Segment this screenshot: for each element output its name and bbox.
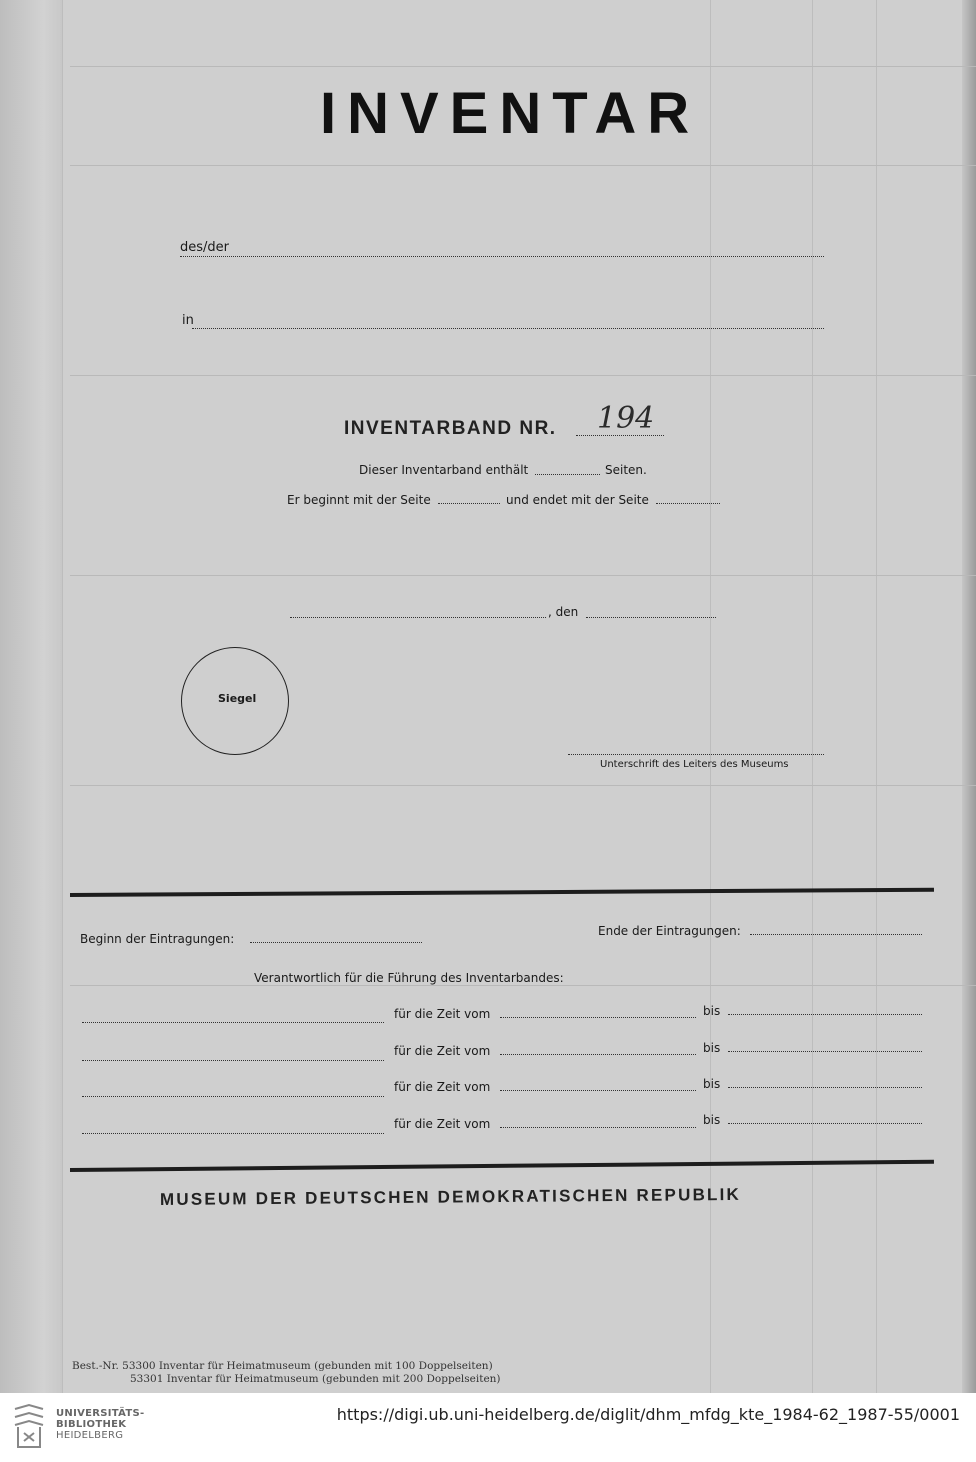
ghost-row-line	[70, 66, 976, 67]
ghost-row-line	[70, 785, 976, 786]
responsible-name-field	[82, 1060, 384, 1061]
ghost-row-line	[70, 165, 976, 166]
end-entries-field	[750, 934, 922, 935]
viewer-footer-bar	[0, 1393, 976, 1462]
in-field	[192, 328, 824, 329]
responsible-name-field	[82, 1022, 384, 1023]
period-to-field	[728, 1051, 922, 1052]
ghost-row-line	[70, 575, 976, 576]
end-entries-label: Ende der Eintragungen:	[598, 924, 741, 938]
permalink-url[interactable]: https://digi.ub.uni-heidelberg.de/diglit/dhm_mfdg_kte_1984-62_1987-55/0001	[336, 1405, 960, 1424]
period-from-field	[500, 1090, 696, 1091]
begin-entries-field	[250, 942, 422, 943]
begins-label: Er beginnt mit der Seite	[287, 493, 431, 507]
ends-label: und endet mit der Seite	[506, 493, 649, 507]
library-name-line-1: UNIVERSITÄTS-	[56, 1408, 145, 1419]
upper-divider-line	[70, 888, 934, 897]
den-label: , den	[548, 605, 579, 619]
period-to-label: bis	[703, 1077, 721, 1091]
ghost-row-line	[70, 985, 976, 986]
library-name-line-2: BIBLIOTHEK	[56, 1419, 127, 1430]
place-field	[290, 617, 546, 618]
begin-page-field	[438, 503, 500, 504]
library-name-line-3: HEIDELBERG	[56, 1430, 124, 1441]
period-from-label: für die Zeit vom	[394, 1007, 491, 1021]
period-from-field	[500, 1017, 696, 1018]
period-to-field	[728, 1014, 922, 1015]
period-from-field	[500, 1054, 696, 1055]
ghost-column-line	[710, 0, 711, 1393]
ghost-column-line	[876, 0, 877, 1393]
period-to-label: bis	[703, 1113, 721, 1127]
end-page-field	[656, 503, 720, 504]
ghost-row-line	[70, 375, 976, 376]
signature-label: Unterschrift des Leiters des Museums	[600, 759, 789, 770]
pages-suffix: Seiten.	[605, 463, 647, 477]
period-to-field	[728, 1087, 922, 1088]
lower-divider-line	[70, 1160, 934, 1172]
library-logo-icon	[12, 1403, 46, 1451]
in-label: in	[182, 313, 194, 328]
museum-name: MUSEUM DER DEUTSCHEN DEMOKRATISCHEN REPUBLIK	[159, 1184, 742, 1209]
page-left-edge	[0, 0, 62, 1393]
des-der-field	[180, 256, 824, 257]
order-number-line-2: 53301 Inventar für Heimatmuseum (gebunden mit 200 Doppelseiten)	[130, 1373, 501, 1385]
period-from-label: für die Zeit vom	[394, 1080, 491, 1094]
begin-entries-label: Beginn der Eintragungen:	[80, 932, 235, 946]
period-to-label: bis	[703, 1004, 721, 1018]
form-title: INVENTAR	[320, 81, 701, 146]
page-margin-line	[62, 0, 63, 1393]
date-field	[586, 617, 716, 618]
pages-prefix: Dieser Inventarband enthält	[359, 463, 529, 477]
band-label: INVENTARBAND NR.	[344, 418, 557, 439]
band-number-handwritten: 194	[597, 401, 655, 436]
period-to-field	[728, 1123, 922, 1124]
responsible-name-field	[82, 1133, 384, 1134]
period-from-field	[500, 1127, 696, 1128]
period-to-label: bis	[703, 1041, 721, 1055]
order-number-line-1: Best.-Nr. 53300 Inventar für Heimatmuseum (gebunden mit 100 Doppelseiten)	[72, 1360, 493, 1372]
responsible-label: Verantwortlich für die Führung des Inventarbandes:	[254, 971, 564, 985]
signature-field	[568, 754, 824, 755]
page-right-edge	[962, 0, 976, 1393]
ghost-column-line	[812, 0, 813, 1393]
responsible-name-field	[82, 1096, 384, 1097]
period-from-label: für die Zeit vom	[394, 1117, 491, 1131]
des-der-label: des/der	[180, 240, 229, 255]
period-from-label: für die Zeit vom	[394, 1044, 491, 1058]
seal-label: Siegel	[218, 692, 257, 705]
pages-count-field	[535, 474, 600, 475]
